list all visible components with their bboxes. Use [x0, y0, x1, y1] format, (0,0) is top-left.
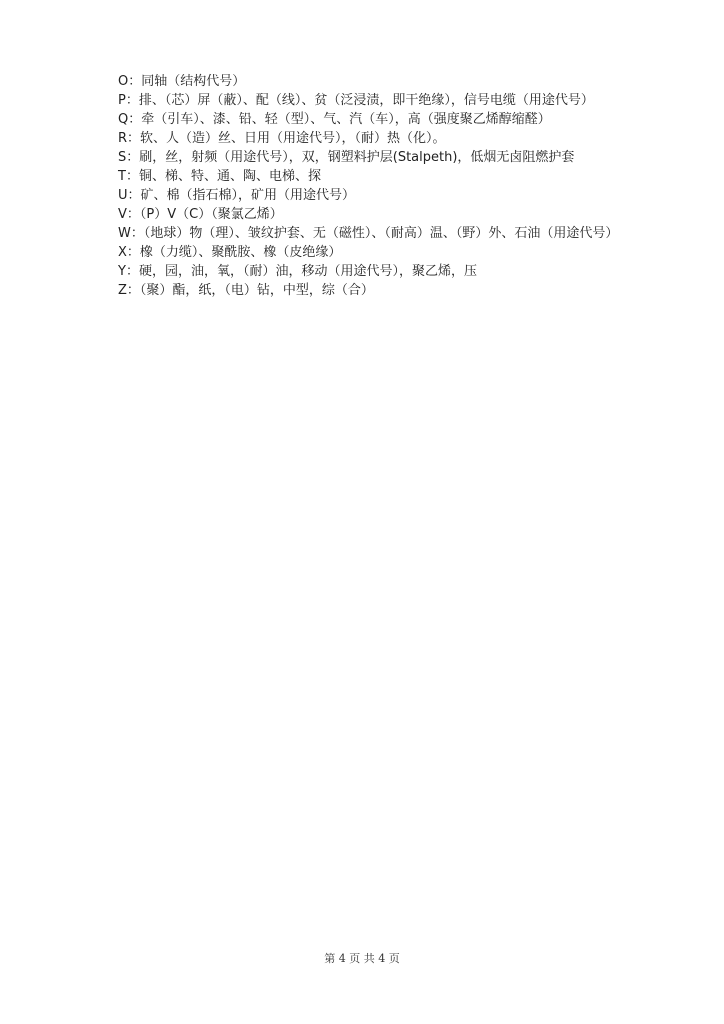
paragraph-s: S：刷，丝，射频（用途代号），双，钢塑料护层(Stalpeth)，低烟无卤阻燃护套	[118, 150, 575, 165]
paragraph-r: R：软、人（造）丝、日用（用途代号），（耐）热（化）。	[118, 131, 446, 146]
paragraph-x: X：橡（力缆）、聚酰胺、橡（皮绝缘）	[118, 245, 342, 260]
paragraph-o: O：同轴（结构代号）	[118, 74, 246, 89]
paragraph-u: U：矿、棉（指石棉），矿用（用途代号）	[118, 188, 356, 203]
paragraph-q: Q：牵（引车）、漆、铅、轻（型）、气、汽（车），高（强度聚乙烯醇缩醛）	[118, 112, 551, 127]
paragraph-t: T：铜、梯、特、通、陶、电梯、探	[118, 169, 321, 184]
paragraph-y: Y：硬，园，油，氧，（耐）油，移动（用途代号），聚乙烯，压	[118, 264, 477, 279]
page-number-footer: 第 4 页 共 4 页	[324, 952, 400, 965]
paragraph-z: Z：（聚）酯，纸，（电）钻，中型，综（合）	[118, 283, 374, 298]
document-body	[90, 72, 638, 300]
paragraph-w: W：（地球）物（理）、皱纹护套、无（磁性）、（耐高）温、（野）外、石油（用途代号）	[118, 226, 619, 241]
paragraph-p: P：排、（芯）屏（蔽）、配（线）、贫（泛浸渍，即干绝缘），信号电缆（用途代号）	[118, 93, 594, 108]
paragraph-v: V：（P）V（C）（聚氯乙烯）	[118, 207, 283, 222]
